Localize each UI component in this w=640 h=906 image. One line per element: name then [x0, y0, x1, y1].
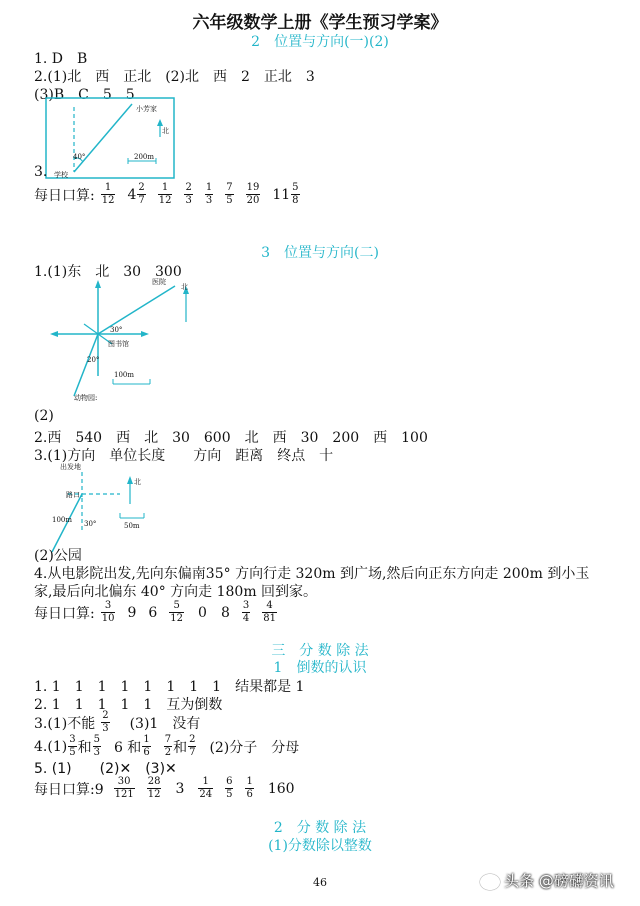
daily-label: 每日口算: [34, 187, 95, 204]
label-angle: 30° [84, 520, 97, 528]
fraction: $\frac{1}{12}$ [158, 182, 172, 206]
fraction: $\frac{30}{121}$ [114, 776, 134, 800]
fraction: $\frac{1}{3}$ [205, 182, 213, 206]
section-heading: 3 位置与方向(二) [261, 245, 379, 261]
section-subheading: (1)分数除以整数 [268, 838, 372, 854]
answer-line: (2)公园 [34, 548, 82, 564]
label-start: 出发地 [60, 463, 81, 471]
label-zoo: 动物园: [74, 394, 98, 402]
fraction: $\frac{6}{5}$ [226, 776, 233, 800]
answer-line: 2. 1 1 1 1 1 互为倒数 [34, 697, 223, 713]
answer-line: (3)B C 5 5 [34, 87, 135, 103]
fraction: $\frac{1}{24}$ [199, 776, 213, 800]
fraction: $\frac{19}{20}$ [246, 182, 260, 206]
label-school: 学校 [54, 171, 68, 179]
answer-line: 家,最后向北偏东 40° 方向走 180m 回到家。 [34, 584, 318, 600]
page-title: 六年级数学上册《学生预习学案》 [192, 13, 448, 33]
map-diagram-1 [40, 97, 180, 182]
section-heading: 三 分 数 除 法 [271, 643, 369, 659]
answer-line: 5. (1) (2)✕ (3)✕ [34, 761, 177, 777]
fraction: $\frac{1}{6}$ [246, 776, 253, 800]
answer-line: 2.西 540 西 北 30 600 北 西 30 200 西 100 [34, 430, 428, 446]
label-angle: 20° [87, 356, 100, 364]
answer-line: 1. D B [34, 51, 88, 67]
value: 9 [127, 604, 137, 621]
fraction: $\frac{28}{12}$ [147, 776, 161, 800]
label-scale: 50m [124, 522, 140, 530]
value: 8 [220, 604, 230, 621]
answer-line: 4.从电影院出发,先向东偏南35° 方向行走 320m 到广场,然后向正东方向走 200m 到小玉 [34, 566, 590, 582]
page-number: 46 [313, 876, 327, 889]
fraction: $\frac{5}{12}$ [170, 600, 184, 624]
mixed-number: 4 $\frac{2}{7}$ [127, 182, 145, 206]
answer-line: 3. [34, 164, 48, 180]
label-home: 小芳家 [136, 105, 157, 113]
answer-line: (2) [34, 408, 54, 424]
answer-line: 1.(1)东 北 30 300 [34, 264, 182, 280]
label-distance: 100m [52, 516, 72, 524]
fraction: $\frac{2}{3}$ [102, 710, 109, 734]
map-diagram-2 [50, 276, 210, 404]
answer-line: 2.(1)北 西 正北 (2)北 西 2 正北 3 [34, 69, 315, 85]
answer-line: 3.(1)方向 单位长度 方向 距离 终点 十 [34, 448, 334, 464]
label-hospital: 医院 [152, 278, 166, 286]
watermark-logo-icon [480, 874, 500, 890]
answer-line: 1. 1 1 1 1 1 1 1 1 结果都是 1 [34, 679, 305, 695]
mixed-number: 11 $\frac{5}{8}$ [272, 182, 299, 206]
answer-line: 3.(1)不能 $\frac{2}{3}$ (3)1 没有 [34, 710, 201, 734]
value: 0 [198, 604, 207, 621]
map-diagram-3 [40, 460, 170, 556]
label-scale: 200m [134, 153, 154, 161]
label-crossing: 路口 [66, 491, 80, 499]
answer-line: 4.(1) $\frac{3}{5}$ 和 $\frac{5}{3}$ 6 和 $\frac{1}{6}$ $\frac{7}{2}$ 和 $\frac{2}{7}$ (2)分子 分母 [34, 734, 300, 758]
label-north: 北 [162, 127, 169, 135]
fraction: $\frac{5}{3}$ [93, 734, 100, 758]
fraction: $\frac{3}{5}$ [69, 734, 76, 758]
daily-calc-row [34, 776, 303, 801]
value: 3 [175, 780, 185, 797]
section-heading: 2 位置与方向(一)(2) [251, 34, 389, 50]
section-subheading: 1 倒数的认识 [273, 660, 367, 676]
label-library: 图书馆 [108, 340, 129, 348]
fraction: $\frac{3}{4}$ [242, 600, 250, 624]
fraction: $\frac{7}{2}$ [164, 734, 172, 758]
daily-calc-row [34, 182, 306, 207]
fraction: $\frac{2}{7}$ [189, 734, 196, 758]
daily-label: 每日口算:9 [34, 781, 104, 798]
fraction: $\frac{2}{3}$ [185, 182, 192, 206]
section-heading: 2 分 数 除 法 [273, 820, 367, 836]
label-north: 北 [181, 283, 188, 291]
value: 6 [148, 604, 158, 621]
label-angle: 40° [73, 153, 86, 161]
label-north: 北 [134, 478, 141, 486]
fraction: $\frac{7}{5}$ [226, 182, 233, 206]
watermark: 头条 @磅礴资讯 [480, 870, 614, 891]
fraction: $\frac{1}{6}$ [143, 734, 150, 758]
daily-label: 每日口算: [34, 605, 95, 622]
label-scale: 100m [114, 371, 134, 379]
fraction: $\frac{4}{81}$ [263, 600, 276, 624]
fraction: $\frac{1}{12}$ [101, 182, 115, 206]
value: 160 [267, 780, 295, 797]
daily-calc-row [34, 600, 283, 625]
fraction: $\frac{3}{10}$ [101, 600, 115, 624]
label-angle: 30° [110, 326, 123, 334]
